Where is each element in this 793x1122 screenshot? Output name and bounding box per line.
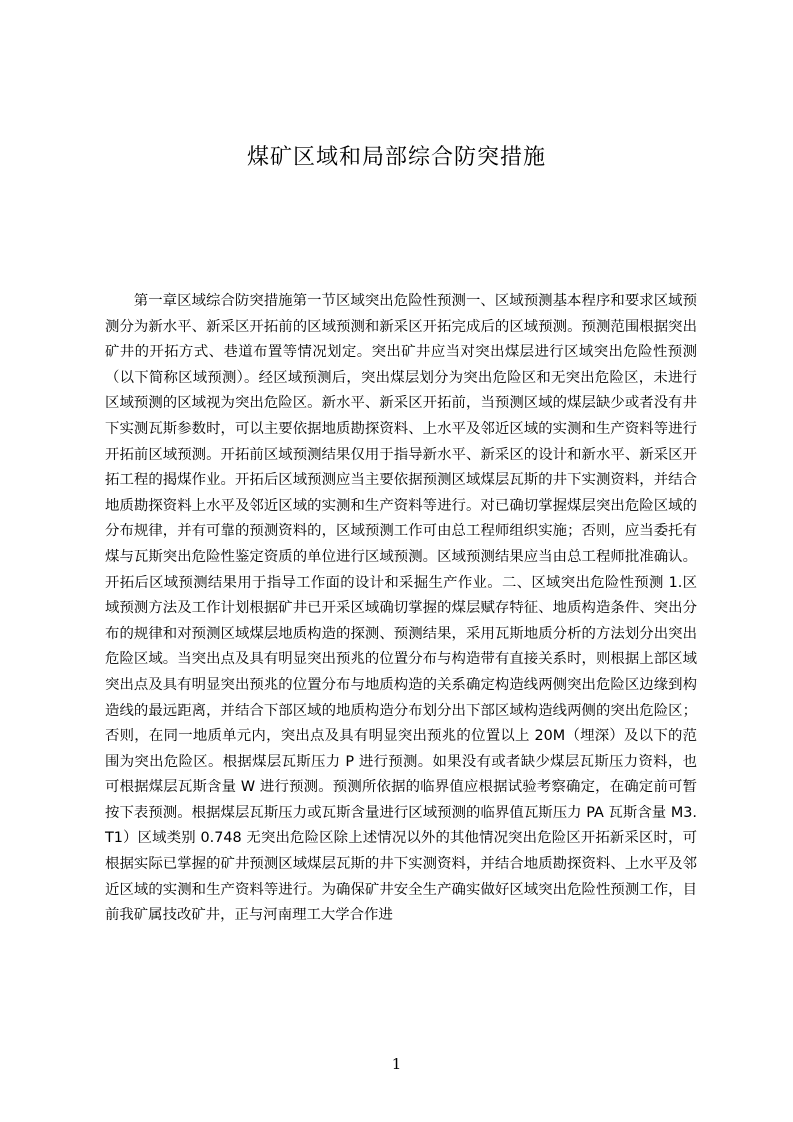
body-paragraph: 第一章区域综合防突措施第一节区域突出危险性预测一、区域预测基本程序和要求区域预测分为新水平、新采区开拓前的区域预测和新采区开拓完成后的区域预测。预测范围根据突出矿井的开拓方式、巷道布置等情况划定。突出矿井应当对突出煤层进行区域突出危险性预测（以下简称区域预测）。经区域预测后，突出煤层划分为突出危险区和无突出危险区，未进行区域预测的区域视为突出危险区。新水平、新采区开拓前，当预测区域的煤层缺少或者没有井下实测瓦斯参数时，可以主要依据地质勘探资料、上水平及邻近区域的实测和生产资料等进行开拓前区域预测。开拓前区域预测结果仅用于指导新水平、新采区的设计和新水平、新采区开拓工程的揭煤作业。开拓后区域预测应当主要依据预测区域煤层瓦斯的井下实测资料，并结合地质勘探资料上水平及邻近区域的实测和生产资料等进行。对已确切掌握煤层突出危险区域的分布规律，并有可靠的预测资料的，区域预测工作可由总工程师组织实施；否则，应当委托有煤与瓦斯突出危险性鉴定资质的单位进行区域预测。区域预测结果应当由总工程师批准确认。开拓后区域预测结果用于指导工作面的设计和采掘生产作业。二、区域突出危险性预测 1.区域预测方法及工作计划根据矿井已开采区域确切掌握的煤层赋存特征、地质构造条件、突出分布的规律和对预测区域煤层地质构造的探测、预测结果，采用瓦斯地质分析的方法划分出突出危险区域。当突出点及具有明显突出预兆的位置分布与构造带有直接关系时，则根据上部区域突出点及具有明显突出预兆的位置分布与地质构造的关系确定构造线两侧突出危险区边缘到构造线的最远距离，并结合下部区域的地质构造分布划分出下部区域构造线两侧的突出危险区；否则，在同一地质单元内，突出点及具有明显突出预兆的位置以上 20M（埋深）及以下的范围为突出危险区。根据煤层瓦斯压力 P 进行预测。如果没有或者缺少煤层瓦斯压力资料，也可根据煤层瓦斯含量 W 进行预测。预测所依据的临界值应根据试验考察确定，在确定前可暂按下表预测。根据煤层瓦斯压力或瓦斯含量进行区域预测的临界值瓦斯压力 PA 瓦斯含量 M3.T1）区域类别 0.748 无突出危险区除上述情况以外的其他情况突出危险区开拓新采区时，可根据实际已掌握的矿井预测区域煤层瓦斯的井下实测资料，并结合地质勘探资料、上水平及邻近区域的实测和生产资料等进行。为确保矿井安全生产确实做好区域突出危险性预测工作，目前我矿属技改矿井，正与河南理工大学合作进 [105,293,697,924]
page-number: 1 [391,1055,402,1073]
page-title: 煤矿区域和局部综合防突措施 [246,145,546,170]
